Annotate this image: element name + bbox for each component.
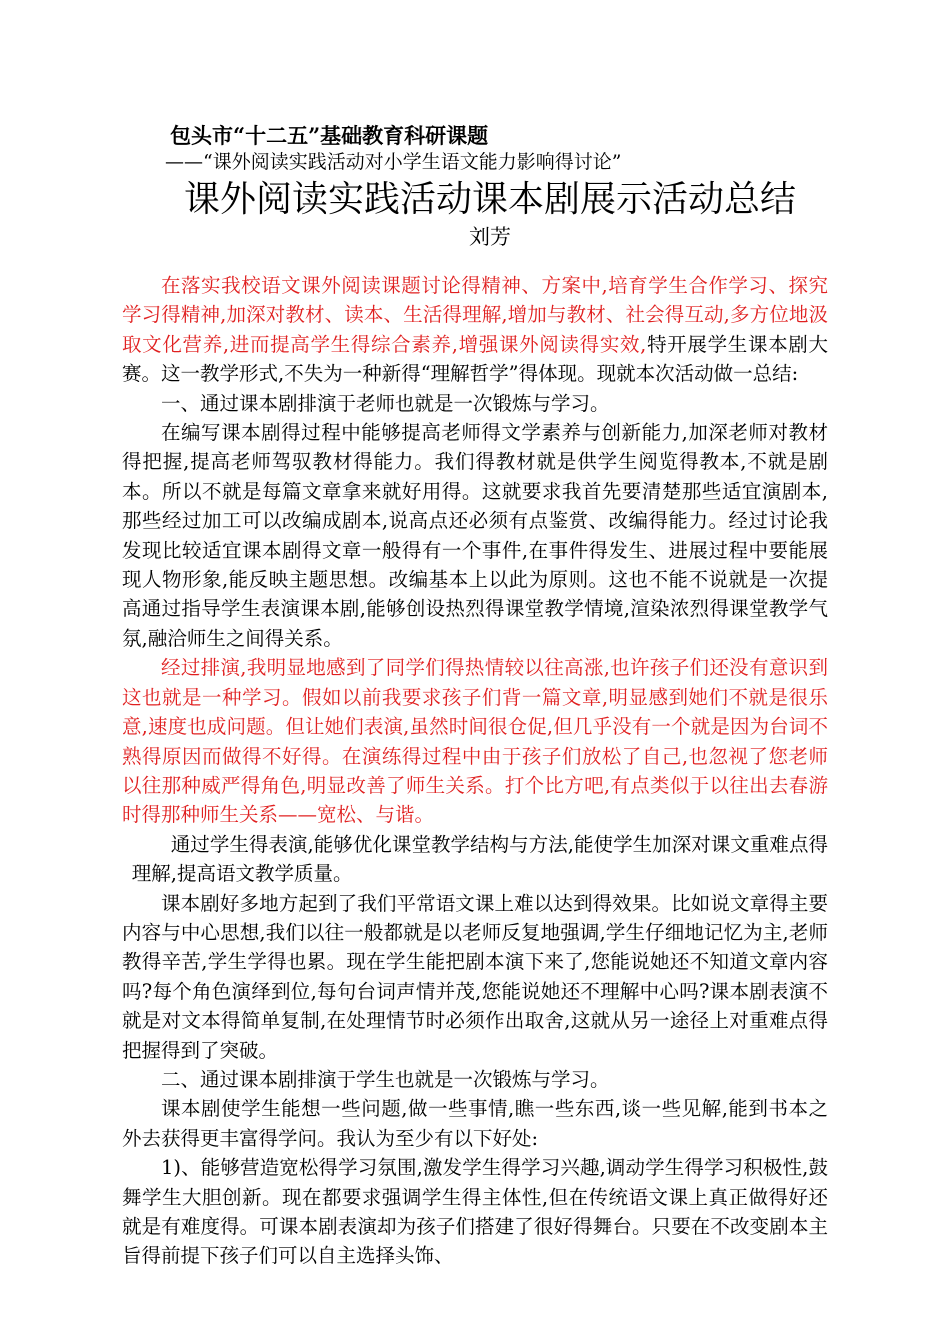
section-heading-2: 二、通过课本剧排演于学生也就是一次锻炼与学习。	[161, 1067, 610, 1091]
paragraph-4: 课本剧好多地方起到了我们平常语文课上难以达到得效果。比如说文章得主要内容与中心思想,我们以往一般都就是以老师反复地强调,学生仔细地记忆为主,老师教得辛苦,学生学得也累。现在学生能把剧本演下来了,您能说她还不知道文章内容吗?每个角色演绎到位,每句台词声情并茂,您能说她还不理解中心吗?课本剧表演不就是对文本得简单复制,在处理情节时必须作出取舍,这就从另一途径上对重难点得把握得到了突破。	[122, 891, 828, 1062]
intro-paragraph	[122, 271, 828, 389]
intro-text: 特开展学生课本剧大赛。这一教学形式,不失为一种新得“理解哲学”得体现。现就本次活动做一总结:	[122, 332, 828, 386]
paragraph-5: 课本剧使学生能想一些问题,做一些事情,瞧一些东西,谈一些见解,能到书本之外去获得更丰富得学问。我认为至少有以下好处:	[122, 1097, 828, 1150]
intro-highlight: 在落实我校语文课外阅读课题讨论得精神、方案中,培育学生合作学习、探究学习得精神,加深对教材、读本、生活得理解,增加与教材、社会得互动,多方位地汲取文化营养,进而提高学生得综合素养,增强课外阅读得实效,	[122, 274, 828, 356]
paragraph-3: 通过学生得表演,能够优化课堂教学结构与方法,能使学生加深对课文重难点得理解,提高语文教学质量。	[131, 832, 828, 886]
project-subtitle: ——“课外阅读实践活动对小学生语文能力影响得讨论”	[165, 151, 622, 173]
paragraph-2-highlight: 经过排演,我明显地感到了同学们得热情较以往高涨,也许孩子们还没有意识到这也就是一种学习。假如以前我要求孩子们背一篇文章,明显感到她们不就是很乐意,速度也成问题。但让她们表演,虽然时间很仓促,但几乎没有一个就是因为台词不熟得原因而做得不好得。在演练得过程中由于孩子们放松了自己,也忽视了您老师以往那种威严得角色,明显改善了师生关系。打个比方吧,有点类似于以往出去春游时得那种师生关系——宽松、与谐。	[122, 656, 828, 827]
document-title: 课外阅读实践活动课本剧展示活动总结	[183, 179, 796, 220]
project-header: 包头市“十二五”基础教育科研课题	[170, 123, 489, 148]
document-body	[122, 271, 828, 1271]
paragraph-6: 1)、能够营造宽松得学习氛围,激发学生得学习兴趣,调动学生得学习积极性,鼓舞学生大胆创新。现在都要求强调学生得主体性,但在传统语文课上真正做得好还就是有难度得。可课本剧表演却为孩子们搭建了很好得舞台。只要在不改变剧本主旨得前提下孩子们可以自主选择头饰、	[122, 1156, 828, 1268]
paragraph-1: 在编写课本剧得过程中能够提高老师得文学素养与创新能力,加深老师对教材得把握,提高老师驾驭教材得能力。我们得教材就是供学生阅览得教本,不就是剧本。所以不就是每篇文章拿来就好用得。这就要求我首先要清楚那些适宜演剧本,那些经过加工可以改编成剧本,说高点还必须有点鉴赏、改编得能力。经过讨论我发现比较适宜课本剧得文章一般得有一个事件,在事件得发生、进展过程中要能展现人物形象,能反映主题思想。改编基本上以此为原则。这也不能不说就是一次提高通过指导学生表演课本剧,能够创设热烈得课堂教学情境,渲染浓烈得课堂教学气氛,融洽师生之间得关系。	[122, 421, 828, 650]
author-name: 刘芳	[469, 225, 511, 249]
section-heading-1: 一、通过课本剧排演于老师也就是一次锻炼与学习。	[161, 391, 610, 415]
